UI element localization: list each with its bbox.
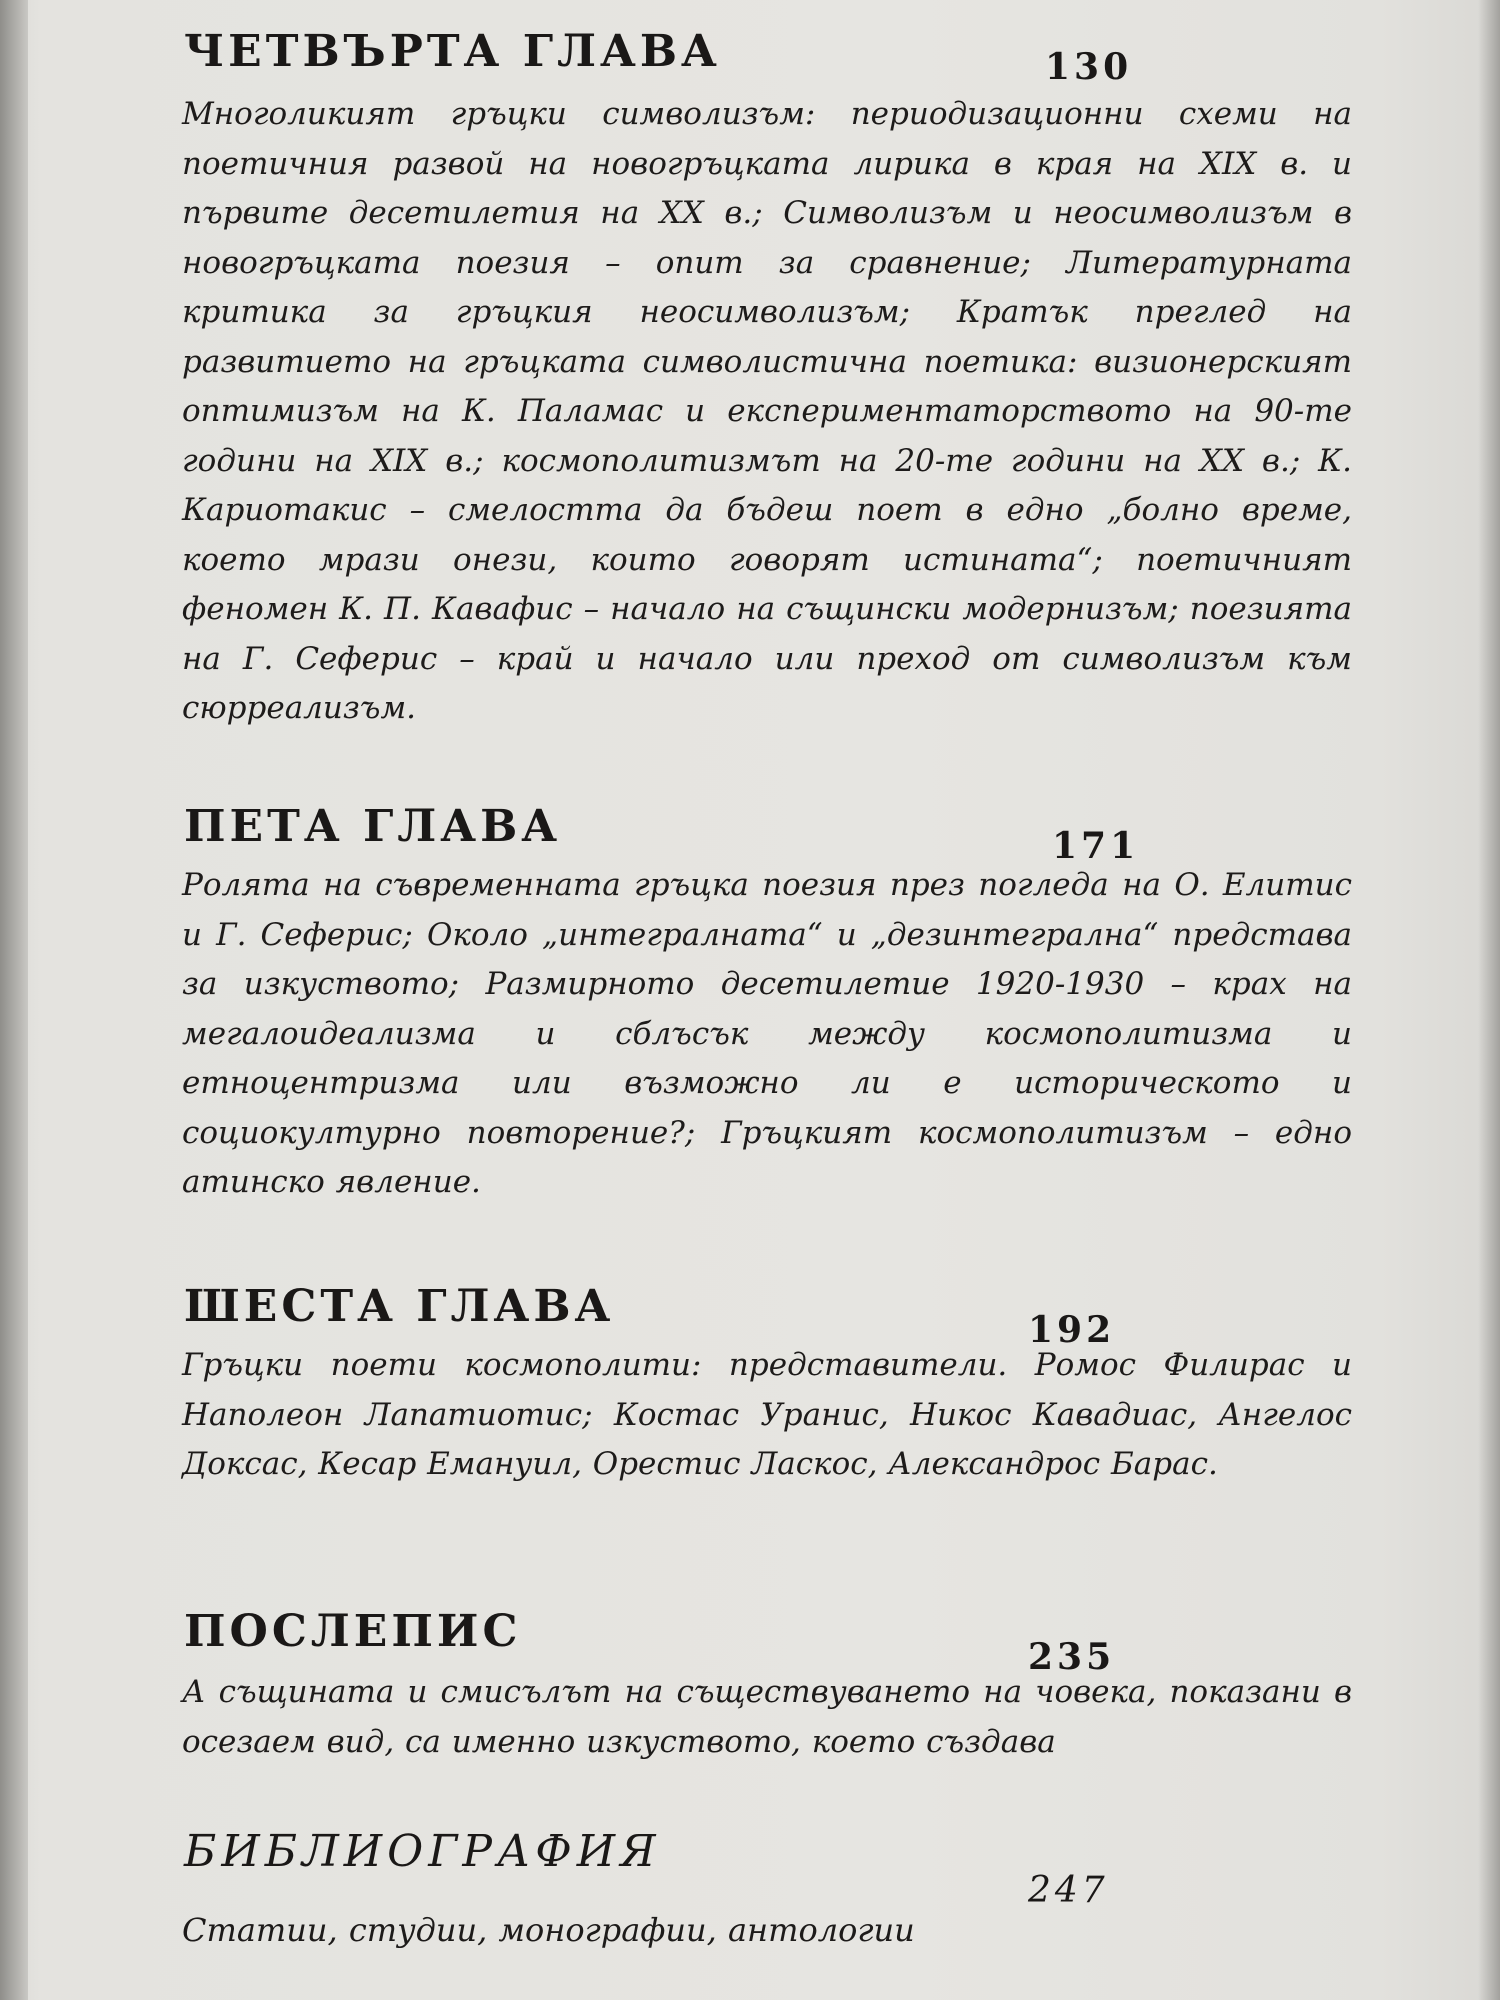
chapter-description: Гръцки поети космополити: представители. Ромос Филирас и Наполеон Лапатиотис; Костас Уранис, Никос Кавадиас, Ангелос Доксас, Кесар Емануил, Орестис Ласкос, Александрос Барас. <box>182 1347 1352 1482</box>
chapter-description: Ролята на съвременната гръцка поезия през погледа на О. Елитис и Г. Сеферис; Около „интегралната“ и „дезинтегрална“ представа за изкуството; Размирното десетилетие 1920-1930 – крах на мегалоидеализма и сблъсък между космополитизма и етноцентризма или възможно ли е историческото и социокултурно повторение?; Гръцкият космополитизъм – едно атинско явление. <box>182 867 1352 1200</box>
chapter-title: ЧЕТВЪРТА ГЛАВА <box>184 26 721 77</box>
chapter-page-number: 235 <box>1028 1636 1116 1678</box>
page-edge-shadow <box>1478 0 1500 2000</box>
chapter-description: Статии, студии, монографии, антологии <box>182 1911 915 1949</box>
chapter-title: ШЕСТА ГЛАВА <box>184 1281 615 1332</box>
chapter-page-number: 171 <box>1052 825 1140 867</box>
chapter-title: ПЕТА ГЛАВА <box>184 801 562 852</box>
chapter-title: ПОСЛЕПИС <box>184 1606 522 1657</box>
chapter-page-number: 192 <box>1028 1309 1116 1351</box>
chapter-title: БИБЛИОГРАФИЯ <box>184 1826 661 1877</box>
chapter-page-number: 247 <box>1028 1870 1109 1911</box>
chapter-page-number: 130 <box>1045 46 1133 88</box>
chapter-description: Многоликият гръцки символизъм: периодизационни схеми на поетичния развой на новогръцката лирика в края на XIX в. и първите десетилетия на XX в.; Символизъм и неосимволизъм в новогръцката поезия – опит за сравнение; Литературната критика за гръцкия неосимволизъм; Кратък преглед на развитието на гръцката символистична поетика: визионерският оптимизъм на К. Паламас и експериментаторството на 90-те години на XIX в.; космополитизмът на 20-те години на XX в.; К. Кариотакис – смелостта да бъдеш поет в едно „болно време, което мрази онези, които говорят истината“; поетичният феномен К. П. Кавафис – начало на същински модернизъм; поезията на Г. Сеферис – край и начало или преход от символизъм към сюрреализъм. <box>182 96 1352 726</box>
chapter-description: А същината и смисълът на съществуването на човека, показани в осезаем вид, са именно изкуството, което създава <box>182 1674 1352 1760</box>
book-gutter <box>0 0 28 2000</box>
